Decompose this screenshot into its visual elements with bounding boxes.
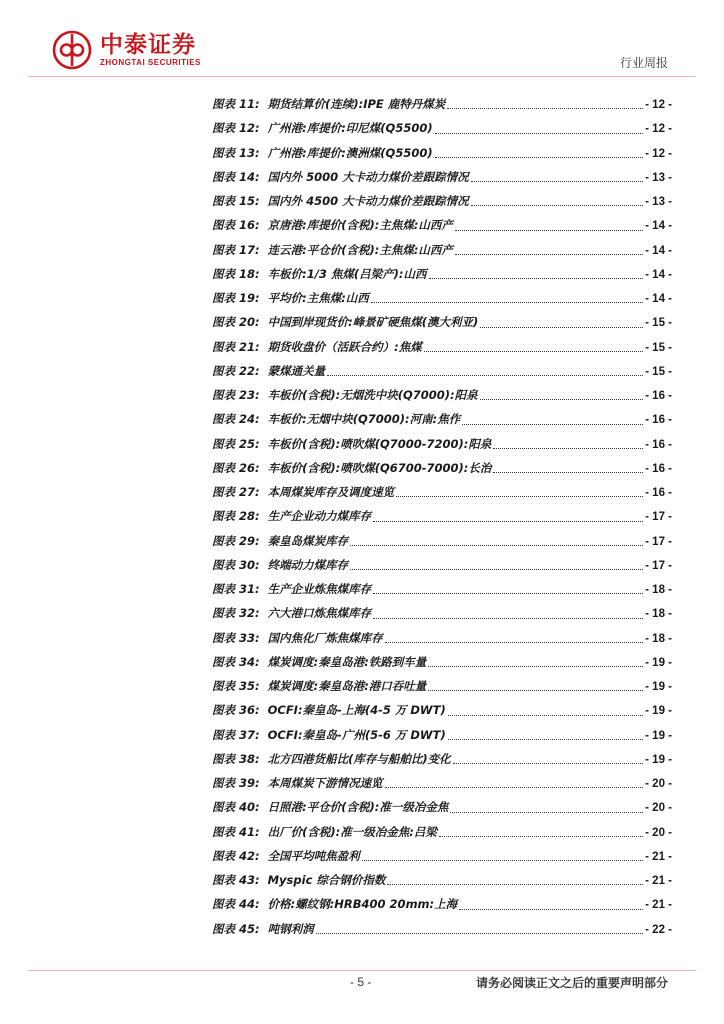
toc-entry-label: 图表 44: [212, 897, 260, 912]
toc-dot-leader [373, 577, 643, 601]
toc-entry-title: 本周煤炭下游情况速览 [267, 776, 383, 790]
toc-entry-label: 图表 32: [212, 606, 260, 621]
toc-dot-leader [462, 407, 643, 431]
toc-dot-leader [396, 480, 643, 504]
toc-entry-title: 国内外 4500 大卡动力煤价差跟踪情况 [267, 194, 469, 208]
toc-entry-page: - 13 - [645, 196, 672, 208]
toc-entry[interactable] [212, 310, 672, 334]
toc-dot-leader [459, 892, 643, 916]
toc-entry-label: 图表 15: [212, 194, 260, 208]
toc-entry-title: 国内焦化厂炼焦煤库存 [267, 630, 383, 645]
report-type-label: 行业周报 [619, 56, 668, 70]
toc-entry-label: 图表 17: [212, 242, 260, 257]
toc-entry[interactable] [212, 674, 672, 698]
toc-entry-page: - 16 - [645, 487, 672, 499]
toc-entry-label: 图表 19: [212, 291, 260, 305]
toc-entry[interactable] [212, 504, 672, 528]
toc-entry-label: 图表 23: [212, 388, 260, 402]
toc-entry-title: 吨钢利润 [267, 921, 314, 936]
toc-entry-label: 图表 35: [212, 679, 260, 693]
toc-dot-leader [439, 820, 643, 844]
toc-dot-leader [362, 844, 644, 868]
toc-entry-title: 价格:螺纹钢:HRB400 20mm:上海 [267, 897, 458, 912]
toc-entry-label: 图表 11: [212, 97, 260, 111]
toc-entry[interactable] [212, 407, 672, 431]
toc-entry-title: 北方四港货船比(库存与船舶比)变化 [267, 751, 451, 766]
toc-entry-title: 京唐港:库提价(含税):主焦煤:山西产 [267, 218, 453, 233]
toc-entry-label: 图表 24: [212, 412, 260, 427]
toc-entry-page: - 15 - [645, 317, 672, 330]
toc-entry[interactable] [212, 189, 672, 213]
toc-entry-label: 图表 26: [212, 460, 260, 475]
toc-dot-leader [350, 553, 643, 577]
toc-dot-leader [448, 698, 643, 722]
toc-entry-title: OCFI:秦皇岛-上海(4-5 万 DWT) [267, 703, 446, 718]
toc-entry[interactable] [212, 238, 672, 262]
toc-entry-page: - 17 - [645, 559, 672, 572]
toc-entry-label: 图表 30: [212, 557, 260, 572]
toc-entry-label: 图表 12: [212, 121, 260, 136]
toc-entry[interactable] [212, 820, 672, 844]
toc-dot-leader [435, 141, 644, 165]
toc-entry[interactable] [212, 626, 672, 650]
toc-entry-page: - 18 - [645, 584, 672, 596]
toc-entry-title: 秦皇岛煤炭库存 [267, 533, 349, 548]
toc-entry-label: 图表 31: [212, 582, 260, 596]
toc-entry-label: 图表 22: [212, 363, 260, 378]
toc-entry-page: - 21 - [645, 875, 672, 887]
toc-entry-page: - 16 - [645, 390, 672, 402]
toc-entry[interactable] [212, 844, 672, 868]
toc-entry-title: 终端动力煤库存 [267, 557, 349, 572]
toc-entry-page: - 20 - [645, 826, 672, 839]
toc-entry[interactable] [212, 359, 672, 383]
brand-name-en: ZHONGTAI SECURITIES [100, 58, 201, 67]
toc-entry-label: 图表 41: [212, 824, 260, 839]
toc-entry[interactable] [212, 92, 672, 116]
toc-entry[interactable] [212, 698, 672, 722]
toc-entry-label: 图表 29: [212, 533, 260, 548]
toc-entry-page: - 19 - [645, 705, 672, 718]
toc-entry[interactable] [212, 771, 672, 795]
toc-entry-title: 车板价(含税):无烟洗中块(Q7000):阳泉 [267, 388, 478, 402]
toc-entry-label: 图表 13: [212, 145, 260, 160]
toc-dot-leader [429, 262, 644, 286]
toc-dot-leader [480, 310, 643, 334]
toc-entry-title: 期货结算价(连续):IPE 鹿特丹煤炭 [267, 97, 446, 111]
company-logo [52, 28, 201, 72]
toc-entry-title: 连云港:平仓价(含税):主焦煤:山西产 [267, 242, 453, 257]
toc-entry-page: - 20 - [645, 778, 672, 790]
toc-dot-leader [480, 383, 644, 407]
toc-entry-page: - 14 - [645, 268, 672, 281]
toc-dot-leader [455, 213, 643, 237]
toc-entry[interactable] [212, 577, 672, 601]
toc-entry[interactable] [212, 892, 672, 916]
toc-dot-leader [450, 795, 643, 819]
toc-entry-page: - 19 - [645, 681, 672, 693]
toc-entry-page: - 21 - [645, 850, 672, 863]
toc-entry-page: - 12 - [645, 123, 672, 136]
toc-entry-label: 图表 38: [212, 751, 260, 766]
toc-entry-page: - 18 - [645, 608, 672, 621]
toc-entry-title: 期货收盘价（活跃合约）:焦煤 [267, 339, 422, 354]
toc-entry[interactable] [212, 383, 672, 407]
toc-entry-title: 六大港口炼焦煤库存 [267, 606, 372, 621]
toc-entry-title: 车板价:1/3 焦煤(吕梁产):山西 [267, 266, 427, 281]
header-divider [28, 76, 696, 77]
footer-divider [28, 970, 696, 971]
toc-entry[interactable] [212, 795, 672, 819]
toc-entry-page: - 16 - [645, 438, 672, 451]
toc-entry-title: 煤炭调度:秦皇岛港:铁路到车量 [267, 654, 427, 669]
toc-entry-title: 广州港:库提价:澳洲煤(Q5500) [267, 145, 433, 160]
toc-dot-leader [448, 723, 643, 747]
toc-dot-leader [373, 504, 643, 528]
toc-dot-leader [428, 650, 643, 674]
toc-entry-label: 图表 18: [212, 266, 260, 281]
toc-entry-page: - 12 - [645, 147, 672, 160]
toc-entry-page: - 16 - [645, 414, 672, 427]
toc-entry-page: - 14 - [645, 220, 672, 233]
toc-entry[interactable] [212, 650, 672, 674]
toc-entry[interactable] [212, 213, 672, 237]
toc-dot-leader [424, 335, 643, 359]
toc-dot-leader [471, 165, 644, 189]
footer-disclaimer: 请务必阅读正文之后的重要声明部分 [475, 976, 668, 990]
toc-entry-label: 图表 33: [212, 630, 260, 645]
toc-entry-title: 生产企业动力煤库存 [267, 509, 372, 524]
toc-entry[interactable] [212, 529, 672, 553]
toc-entry-label: 图表 42: [212, 848, 260, 863]
toc-entry[interactable] [212, 262, 672, 286]
toc-entry-title: Myspic 综合钢价指数 [267, 873, 386, 887]
toc-entry-title: 全国平均吨焦盈利 [267, 848, 360, 863]
toc-entry-title: 车板价(含税):喷吹煤(Q6700-7000):长治 [267, 460, 492, 475]
toc-entry-page: - 14 - [645, 293, 672, 305]
toc-entry[interactable] [212, 917, 672, 941]
toc-dot-leader [493, 432, 643, 456]
toc-entry-label: 图表 27: [212, 485, 260, 499]
toc-entry-page: - 19 - [645, 729, 672, 742]
toc-entry-label: 图表 28: [212, 509, 260, 524]
toc-entry-page: - 17 - [645, 535, 672, 548]
toc-dot-leader [428, 674, 643, 698]
toc-entry[interactable] [212, 432, 672, 456]
toc-entry-label: 图表 37: [212, 727, 260, 742]
toc-entry[interactable] [212, 747, 672, 771]
toc-entry-page: - 22 - [645, 923, 672, 936]
toc-entry-page: - 15 - [645, 365, 672, 378]
toc-dot-leader [385, 626, 644, 650]
toc-entry-label: 图表 34: [212, 654, 260, 669]
figure-index-list [212, 92, 672, 941]
toc-entry-label: 图表 36: [212, 703, 260, 718]
toc-entry[interactable] [212, 553, 672, 577]
toc-entry-title: 车板价(含税):喷吹煤(Q7000-7200):阳泉 [267, 436, 492, 451]
toc-entry-page: - 15 - [645, 341, 672, 354]
toc-entry-page: - 18 - [645, 632, 672, 645]
toc-entry-label: 图表 39: [212, 776, 260, 790]
toc-entry-title: 蒙煤通关量 [267, 363, 326, 378]
toc-dot-leader [447, 92, 643, 116]
toc-dot-leader [385, 771, 644, 795]
toc-dot-leader [373, 601, 643, 625]
toc-dot-leader [435, 116, 644, 140]
toc-dot-leader [453, 747, 644, 771]
toc-entry-title: 日照港:平仓价(含税):准一级冶金焦 [267, 800, 449, 815]
toc-entry[interactable] [212, 335, 672, 359]
zhongtai-logo-icon [52, 30, 92, 70]
toc-entry[interactable] [212, 286, 672, 310]
toc-entry-page: - 19 - [645, 753, 672, 766]
toc-entry-page: - 17 - [645, 511, 672, 524]
toc-entry-page: - 13 - [645, 171, 672, 184]
toc-entry[interactable] [212, 116, 672, 140]
toc-entry-label: 图表 20: [212, 315, 260, 330]
toc-entry-page: - 14 - [645, 244, 672, 257]
toc-dot-leader [455, 238, 643, 262]
toc-entry[interactable] [212, 480, 672, 504]
toc-entry[interactable] [212, 868, 672, 892]
toc-entry[interactable] [212, 601, 672, 625]
toc-entry-title: 煤炭调度:秦皇岛港:港口吞吐量 [267, 679, 427, 693]
toc-entry-page: - 12 - [645, 99, 672, 111]
toc-entry-page: - 20 - [645, 802, 672, 815]
toc-entry-title: 生产企业炼焦煤库存 [267, 582, 372, 596]
toc-dot-leader [316, 917, 644, 941]
toc-entry-page: - 21 - [645, 899, 672, 912]
page-number: - 5 - [350, 975, 372, 989]
toc-entry-label: 图表 43: [212, 873, 260, 887]
toc-dot-leader [387, 868, 643, 892]
toc-entry-label: 图表 16: [212, 218, 260, 233]
toc-dot-leader [493, 456, 643, 480]
toc-entry-label: 图表 45: [212, 921, 260, 936]
toc-entry[interactable] [212, 165, 672, 189]
toc-entry-title: 中国到岸现货价:峰景矿硬焦煤(澳大利亚) [267, 315, 479, 330]
toc-entry[interactable] [212, 141, 672, 165]
toc-entry-title: OCFI:秦皇岛-广州(5-6 万 DWT) [267, 727, 446, 742]
toc-dot-leader [327, 359, 643, 383]
toc-entry-title: 国内外 5000 大卡动力煤价差跟踪情况 [267, 169, 469, 184]
toc-entry-label: 图表 14: [212, 169, 260, 184]
toc-entry[interactable] [212, 456, 672, 480]
toc-entry-page: - 16 - [645, 462, 672, 475]
logo-text [100, 32, 201, 68]
toc-entry-page: - 19 - [645, 656, 672, 669]
toc-entry-label: 图表 21: [212, 339, 260, 354]
toc-dot-leader [371, 286, 643, 310]
toc-dot-leader [350, 529, 643, 553]
toc-entry[interactable] [212, 723, 672, 747]
toc-entry-label: 图表 25: [212, 436, 260, 451]
toc-entry-title: 广州港:库提价:印尼煤(Q5500) [267, 121, 433, 136]
toc-entry-label: 图表 40: [212, 800, 260, 815]
brand-name-cn: 中泰证券 [100, 32, 196, 58]
toc-entry-title: 车板价:无烟中块(Q7000):河南:焦作 [267, 412, 461, 427]
toc-entry-title: 本周煤炭库存及调度速览 [267, 485, 395, 499]
toc-dot-leader [471, 189, 644, 213]
toc-entry-title: 平均价:主焦煤:山西 [267, 291, 369, 305]
toc-entry-title: 出厂价(含税):准一级冶金焦:吕梁 [267, 824, 437, 839]
